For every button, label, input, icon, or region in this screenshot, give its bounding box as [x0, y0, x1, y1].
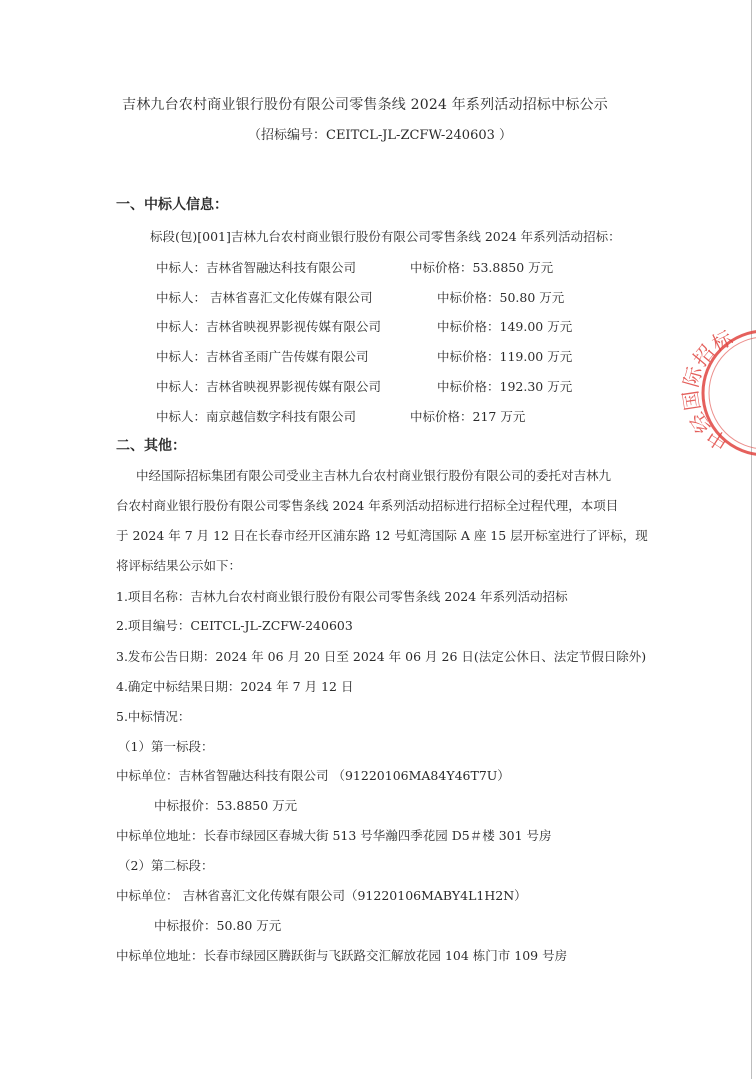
item-project-number: 2.项目编号：CEITCL-JL-ZCFW-240603 — [116, 618, 353, 633]
bidder-price: 中标价格：192.30 万元 — [437, 379, 573, 394]
item-publish-date: 3.发布公告日期：2024 年 06 月 20 日至 2024 年 06 月 26 日(法定公休日、法定节假日除外) — [116, 649, 647, 664]
bidder-name: 中标人： 吉林省喜汇文化传媒有限公司 — [156, 290, 373, 305]
bidder-price: 中标价格：53.8850 万元 — [410, 260, 554, 275]
lot2-price: 中标报价：50.80 万元 — [154, 918, 282, 933]
bidder-price: 中标价格：50.80 万元 — [437, 290, 565, 305]
document-title: 吉林九台农村商业银行股份有限公司零售条线 2024 年系列活动招标中标公示 — [122, 97, 608, 113]
item-result-date: 4.确定中标结果日期：2024 年 7 月 12 日 — [116, 679, 354, 694]
paragraph-line: 台农村商业银行股份有限公司零售条线 2024 年系列活动招标进行招标全过程代理，本项目 — [116, 498, 619, 513]
lot2-unit: 中标单位： 吉林省喜汇文化传媒有限公司（91220106MABY4L1H2N） — [116, 888, 527, 903]
bidder-name: 中标人：吉林省映视界影视传媒有限公司 — [156, 319, 382, 334]
lot-line: 标段(包)[001]吉林九台农村商业银行股份有限公司零售条线 2024 年系列活动招标： — [150, 229, 621, 244]
official-seal-stamp — [678, 325, 756, 458]
lot2-heading: （2）第二标段： — [118, 858, 214, 873]
bidder-price: 中标价格：149.00 万元 — [437, 319, 573, 334]
section1-heading: 一、中标人信息： — [116, 197, 228, 213]
tender-number: （招标编号：CEITCL-JL-ZCFW-240603 ） — [248, 128, 513, 143]
bidder-name: 中标人：吉林省圣雨广告传媒有限公司 — [156, 349, 369, 364]
lot1-heading: （1）第一标段： — [118, 739, 214, 754]
paragraph-line: 将评标结果公示如下： — [116, 558, 242, 573]
bidder-name: 中标人：吉林省智融达科技有限公司 — [156, 260, 357, 275]
bidder-name: 中标人：吉林省映视界影视传媒有限公司 — [156, 379, 382, 394]
svg-text:中经国际招标: 中经国际招标 — [678, 325, 738, 455]
paragraph-line: 于 2024 年 7 月 12 日在长春市经开区浦东路 12 号虹湾国际 A 座 15 层开标室进行了评标，现 — [116, 528, 648, 543]
item-project-name: 1.项目名称：吉林九台农村商业银行股份有限公司零售条线 2024 年系列活动招标 — [116, 589, 568, 604]
section2-heading: 二、其他： — [116, 438, 186, 454]
bidder-name: 中标人：南京越信数字科技有限公司 — [156, 409, 357, 424]
paragraph-line: 中经国际招标集团有限公司受业主吉林九台农村商业银行股份有限公司的委托对吉林九 — [136, 468, 612, 483]
item-award-status: 5.中标情况： — [116, 709, 191, 724]
lot1-unit: 中标单位：吉林省智融达科技有限公司 （91220106MA84Y46T7U） — [116, 768, 510, 783]
lot1-address: 中标单位地址：长春市绿园区春城大街 513 号华瀚四季花园 D5＃楼 301 号房 — [116, 828, 552, 843]
bidder-price: 中标价格：119.00 万元 — [437, 349, 573, 364]
lot1-price: 中标报价：53.8850 万元 — [154, 798, 298, 813]
lot2-address: 中标单位地址：长春市绿园区腾跃街与飞跃路交汇解放花园 104 栋门市 109 号房 — [116, 948, 568, 963]
bidder-price: 中标价格：217 万元 — [410, 409, 526, 424]
